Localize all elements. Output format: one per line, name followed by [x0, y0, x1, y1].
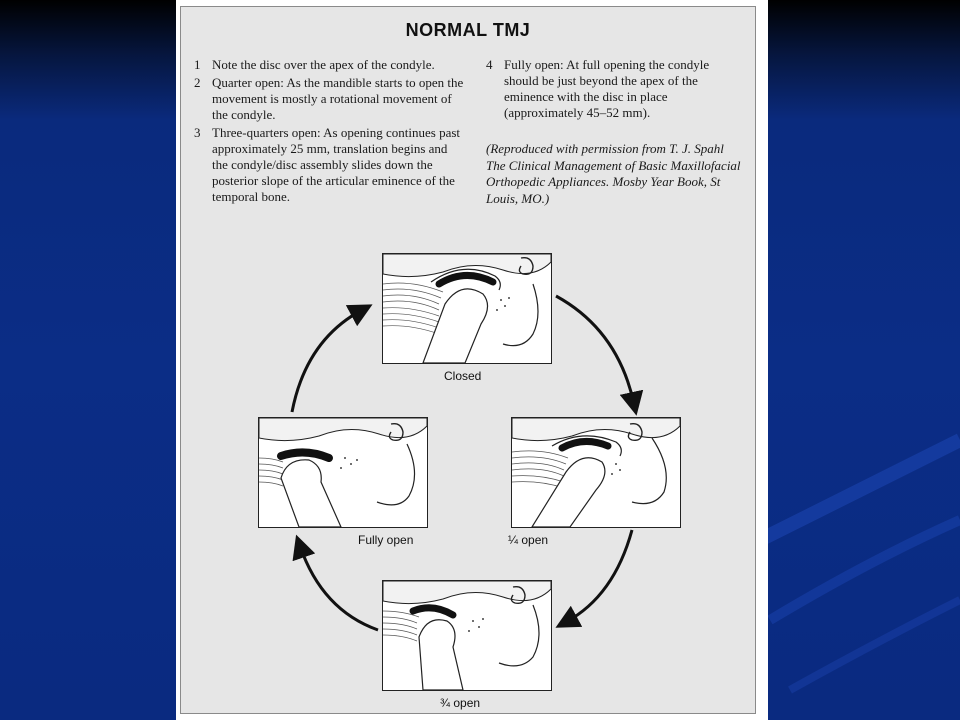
note-item [194, 125, 464, 205]
note-number: 3 [194, 125, 201, 140]
quarter-open-illustration [511, 417, 681, 528]
note-text: Three-quarters open: As opening continues past approximately 25 mm, translation begins and the condyle/disc assembly slides down the posterior slope of the articular eminence of the temporal bone. [212, 125, 461, 204]
note-number: 1 [194, 57, 201, 72]
caption-fully-open: Fully open [358, 533, 414, 547]
note-item [194, 75, 464, 123]
three-quarter-open-illustration [382, 580, 552, 691]
page-title: NORMAL TMJ [405, 20, 531, 40]
note-number: 2 [194, 75, 201, 90]
caption-quarter-open: ¼ open [508, 533, 549, 547]
note-text: Quarter open: As the mandible starts to open the movement is mostly a rotational movement of the condyle. [212, 75, 464, 122]
notes-left-column [194, 57, 464, 207]
credit-text: (Reproduced with permission from T. J. Spahl The Clinical Management of Basic Maxillofacial Orthopedic Appliances. Mosby Year Book, St Louis, MO.) [486, 141, 741, 206]
note-text: Fully open: At full opening the condyle should be just beyond the apex of the eminence with the disc in place (approximately 45–52 mm). [504, 57, 710, 120]
closed-illustration [382, 253, 552, 364]
note-text: Note the disc over the apex of the condyle. [212, 57, 435, 72]
note-item [486, 57, 746, 121]
notes-right-column [486, 57, 746, 209]
note-number: 4 [486, 57, 493, 72]
background-swoosh [760, 420, 960, 700]
fully-open-illustration [258, 417, 428, 528]
caption-three-quarter-open: ¾ open [440, 696, 481, 710]
caption-closed: Closed [444, 369, 482, 383]
note-item [194, 57, 464, 73]
